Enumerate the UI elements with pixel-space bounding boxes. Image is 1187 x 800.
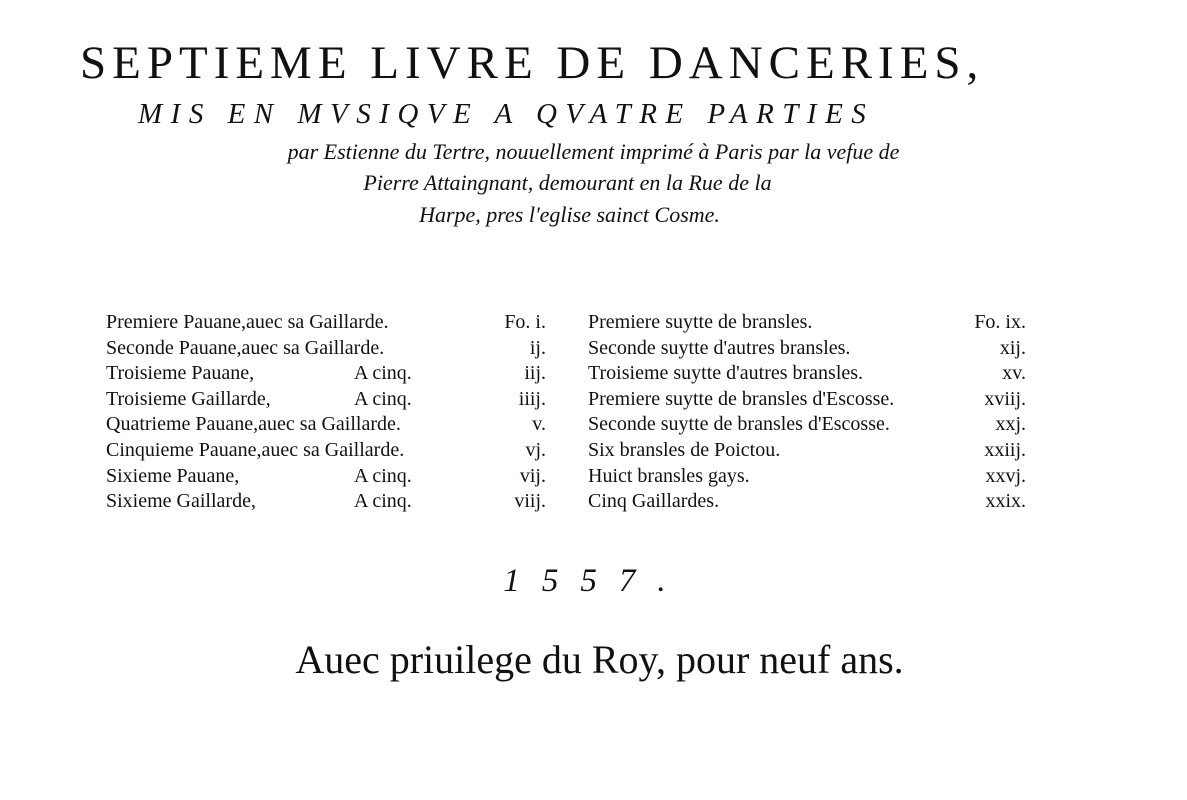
toc-entry [588, 361, 1026, 387]
table-of-contents-left [106, 310, 546, 515]
toc-entry-title: Troisieme suytte d'autres bransles. [588, 362, 864, 385]
toc-entry-voices: A cinq. [354, 490, 412, 513]
toc-entry-title: Cinquieme Pauane,auec sa Gaillarde. [106, 438, 405, 461]
toc-entry-folio: iiij. [518, 387, 546, 410]
toc-entry-folio: v. [532, 413, 546, 436]
table-of-contents-right [588, 310, 1026, 515]
toc-entry [588, 412, 1026, 438]
toc-entry [588, 310, 1026, 336]
toc-entry [588, 489, 1026, 515]
toc-entry [588, 387, 1026, 413]
toc-entry-title: Six bransles de Poictou. [588, 438, 781, 461]
toc-entry [106, 464, 546, 490]
toc-entry-folio: xviij. [984, 387, 1026, 410]
toc-entry [588, 438, 1026, 464]
toc-entry-folio: vj. [525, 438, 546, 461]
toc-entry-voices: A cinq. [354, 362, 412, 385]
toc-entry-folio: xxvj. [985, 464, 1026, 487]
toc-entry-title: Premiere suytte de bransles d'Escosse. [588, 387, 895, 410]
toc-entry [106, 310, 546, 336]
toc-entry-folio: vij. [519, 464, 546, 487]
toc-entry-folio: ij. [529, 336, 546, 359]
toc-entry-title: Huict bransles gays. [588, 464, 750, 487]
toc-entry [106, 412, 546, 438]
publication-year: 1557. [503, 563, 688, 599]
toc-entry-folio: xxix. [985, 490, 1026, 513]
book-title: SEPTIEME LIVRE DE DANCERIES, [80, 37, 985, 89]
imprint-line: Pierre Attaingnant, demourant en la Rue de la [363, 170, 772, 195]
toc-entry-title: Quatrieme Pauane,auec sa Gaillarde. [106, 413, 401, 436]
toc-entry [106, 489, 546, 515]
toc-entry [106, 438, 546, 464]
toc-entry-title: Sixieme Gaillarde, [106, 490, 256, 513]
imprint-line: Harpe, pres l'eglise sainct Cosme. [419, 202, 720, 227]
toc-entry-title: Premiere suytte de bransles. [588, 311, 813, 333]
toc-entry-folio: xxiij. [984, 438, 1026, 461]
toc-entry-folio: viij. [514, 490, 546, 513]
toc-entry-voices: A cinq. [354, 387, 412, 410]
toc-entry-title: Seconde Pauane,auec sa Gaillarde. [106, 336, 385, 359]
toc-entry-title: Cinq Gaillardes. [588, 490, 720, 513]
toc-entry [588, 464, 1026, 490]
toc-entry [106, 336, 546, 362]
imprint-line: par Estienne du Tertre, nouuellement imprimé à Paris par la vefue de [287, 139, 900, 164]
toc-entry-title: Troisieme Pauane, [106, 362, 255, 385]
toc-entry-title: Sixieme Pauane, [106, 464, 240, 487]
royal-privilege: Auec priuilege du Roy, pour neuf ans. [295, 637, 904, 682]
toc-entry-folio: xxj. [995, 413, 1026, 436]
toc-entry [588, 336, 1026, 362]
toc-entry-folio: Fo. i. [504, 311, 546, 333]
toc-entry-voices: A cinq. [354, 464, 412, 487]
toc-entry-title: Seconde suytte de bransles d'Escosse. [588, 413, 890, 436]
toc-entry [106, 387, 546, 413]
toc-entry-title: Seconde suytte d'autres bransles. [588, 336, 851, 359]
toc-entry-folio: xij. [999, 336, 1026, 359]
toc-entry-folio: iij. [524, 362, 546, 385]
toc-entry-folio: Fo. ix. [974, 311, 1026, 333]
toc-entry-title: Premiere Pauane,auec sa Gaillarde. [106, 311, 389, 333]
toc-entry-folio: xv. [1002, 362, 1026, 385]
toc-entry [106, 361, 546, 387]
book-subtitle: MIS EN MVSIQVE A QVATRE PARTIES [138, 98, 875, 130]
toc-entry-title: Troisieme Gaillarde, [106, 387, 271, 410]
